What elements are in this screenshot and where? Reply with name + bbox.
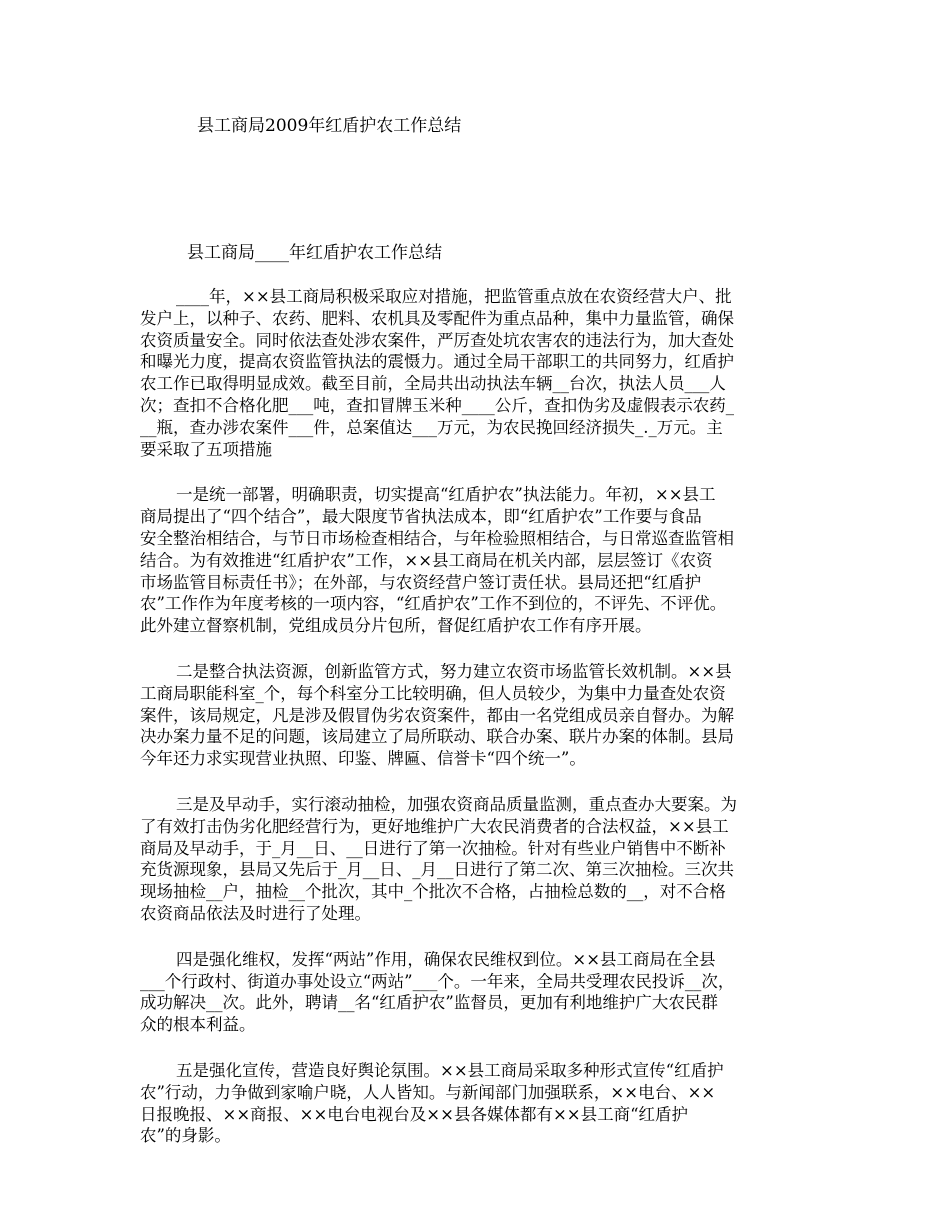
paragraph-line: 三是及早动手，实行滚动抽检，加强农资商品质量监测，重点查办大要案。为 [176, 794, 737, 814]
paragraph-line: 五是强化宣传，营造良好舆论氛围。××县工商局采取多种形式宣传“红盾护 [176, 1060, 724, 1080]
paragraph-line: 决办案力量不足的问题，该局建立了局所联动、联合办案、联片办案的体制。县局 [140, 727, 734, 747]
paragraph-line: 要采取了五项措施 [140, 439, 272, 459]
paragraph-line: 商局及早动手，于_月__日、__日进行了第一次抽检。针对有些业户销售中不断补 [140, 838, 726, 858]
paragraph-line: __瓶，查办涉农案件___件，总案值达___万元，为农民挽回经济损失_._万元。主 [140, 417, 723, 437]
paragraph-line: 现场抽检__户，抽检__个批次，其中_个批次不合格，占抽检总数的__，对不合格 [140, 882, 726, 902]
paragraph-line: 工商局职能科室_个，每个科室分工比较明确，但人员较少，为集中力量查处农资 [140, 683, 726, 703]
paragraph-line: 此外建立督察机制，党组成员分片包所，督促红盾护农工作有序开展。 [140, 616, 652, 636]
paragraph-line: 今年还力求实现营业执照、印鉴、牌匾、信誉卡“四个统一”。 [140, 749, 586, 769]
paragraph-line: ____年，××县工商局积极采取应对措施，把监管重点放在农资经营大户、批 [176, 287, 732, 306]
paragraph-line: 农”的身影。 [140, 1126, 231, 1146]
paragraph-line: 了有效打击伪劣化肥经营行为，更好地维护广大农民消费者的合法权益，××县工 [140, 816, 729, 836]
paragraph-line: 四是强化维权，发挥“两站”作用，确保农民维权到位。××县工商局在全县 [176, 949, 716, 969]
paragraph-line: 市场监管目标责任书》；在外部，与农资经营户签订责任状。县局还把“红盾护 [140, 572, 702, 592]
paragraph-line: 成功解决__次。此外，聘请__名“红盾护农”监督员，更加有利地维护广大农民群 [140, 993, 718, 1013]
paragraph-line: 发户上，以种子、农药、肥料、农机具及零配件为重点品种，集中力量监管，确保 [140, 308, 734, 328]
paragraph-5 [140, 949, 820, 1036]
paragraph-line: 二是整合执法资源，创新监管方式，努力建立农资市场监管长效机制。××县 [176, 661, 732, 681]
paragraph-line: 和曝光力度，提高农资监管执法的震慑力。通过全局干部职工的共同努力，红盾护 [140, 352, 734, 372]
paragraph-line: 农”行动，力争做到家喻户晓，人人皆知。与新闻部门加强联系，××电台、×× [140, 1082, 716, 1102]
paragraph-1 [140, 286, 820, 460]
paragraph-line: 次；查扣不合格化肥___吨，查扣冒牌玉米种____公斤，查扣伪劣及虚假表示农药_ [140, 395, 734, 415]
paragraph-line: 农资商品依法及时进行了处理。 [140, 903, 371, 923]
paragraph-line: 日报晚报、××商报、××电台电视台及××县各媒体都有××县工商“红盾护 [140, 1104, 689, 1124]
paragraph-line: 安全整治相结合，与节日市场检查相结合，与年检验照相结合，与日常巡查监管相 [140, 528, 734, 548]
paragraph-2 [140, 484, 820, 637]
document-body [140, 286, 820, 1171]
paragraph-3 [140, 661, 820, 770]
paragraph-line: 充货源现象，县局又先后于_月__日、_月__日进行了第二次、第三次抽检。三次共 [140, 860, 734, 880]
paragraph-4 [140, 794, 820, 925]
paragraph-line: 农”工作作为年度考核的一项内容，“红盾护农”工作不到位的，不评先、不评优。 [140, 594, 727, 614]
document-subtitle: 县工商局____年红盾护农工作总结 [187, 243, 442, 263]
paragraph-line: 农资质量安全。同时依法查处涉农案件，严厉查处坑农害农的违法行为，加大查处 [140, 330, 734, 350]
paragraph-line: 一是统一部署，明确职责，切实提高“红盾护农”执法能力。年初，××县工 [176, 485, 716, 505]
paragraph-line: 众的根本利益。 [140, 1015, 256, 1035]
paragraph-line: 农工作已取得明显成效。截至目前，全局共出动执法车辆__台次，执法人员___人 [140, 374, 726, 394]
paragraph-line: 结合。为有效推进“红盾护农”工作，××县工商局在机关内部，层层签订《农资 [140, 550, 713, 570]
paragraph-line: 案件，该局规定，凡是涉及假冒伪劣农资案件，都由一名党组成员亲自督办。为解 [140, 705, 734, 725]
paragraph-line: 商局提出了“四个结合”，最大限度节省执法成本，即“红盾护农”工作要与食品 [140, 507, 702, 527]
paragraph-6 [140, 1060, 820, 1147]
paragraph-line: ___个行政村、街道办事处设立“两站”___个。一年来，全局共受理农民投诉__次， [140, 971, 735, 991]
document-title: 县工商局2009年红盾护农工作总结 [197, 116, 462, 136]
